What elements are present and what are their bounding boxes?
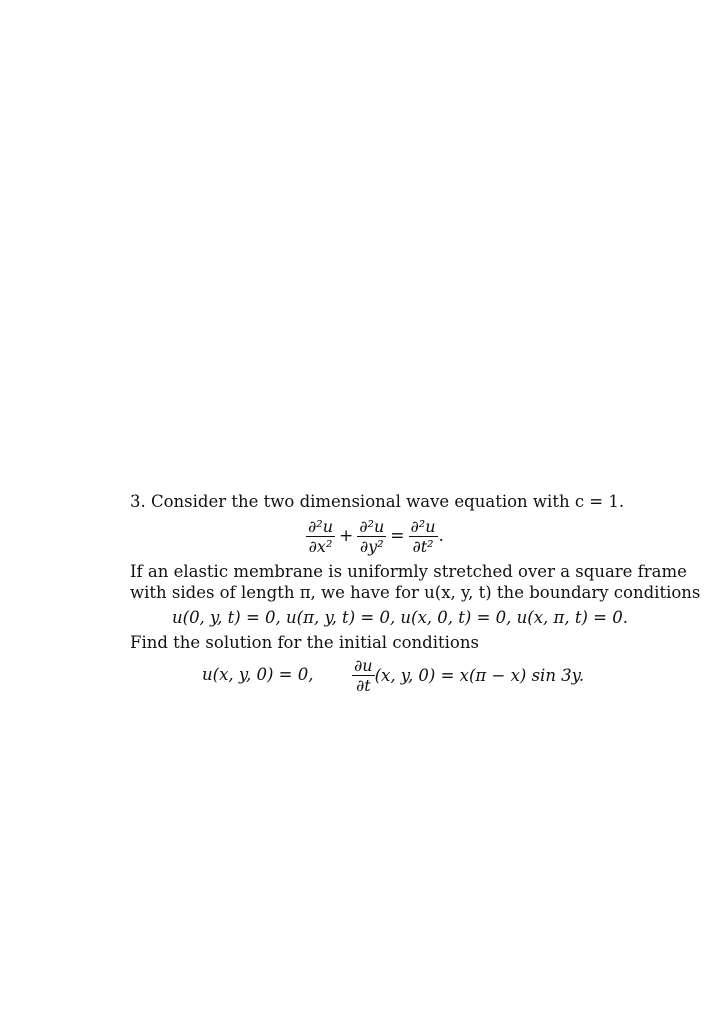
fraction-du-dt xyxy=(352,656,375,695)
fraction-d2u-dx2 xyxy=(306,517,335,556)
fraction-numerator: ∂²u xyxy=(308,516,333,536)
fraction-denominator: ∂t² xyxy=(412,536,434,556)
fraction-denominator: ∂x² xyxy=(308,536,333,556)
paragraph-line-1: If an elastic membrane is uniformly stretched over a square frame xyxy=(130,562,687,581)
fraction-denominator: ∂y² xyxy=(359,536,384,556)
fraction-d2u-dt2 xyxy=(409,517,438,556)
equals-sign: = xyxy=(390,526,405,546)
fraction-numerator: ∂²u xyxy=(410,516,436,536)
fraction-numerator: ∂²u xyxy=(359,516,385,536)
boundary-conditions: u(0, y, t) = 0, u(π, y, t) = 0, u(x, 0, t) = 0, u(x, π, t) = 0. xyxy=(172,608,628,627)
initial-condition-ut xyxy=(352,653,584,697)
equation-period: . xyxy=(438,526,444,546)
fraction-numerator: ∂u xyxy=(354,655,373,675)
fraction-d2u-dy2 xyxy=(357,517,386,556)
initial-condition-rhs: (x, y, 0) = x(π − x) sin 3y. xyxy=(374,665,585,685)
plus-sign: + xyxy=(339,526,354,546)
problem-intro: 3. Consider the two dimensional wave equation with c = 1. xyxy=(130,492,625,511)
paragraph-line-2: with sides of length π, we have for u(x, y, t) the boundary conditions xyxy=(130,583,701,602)
fraction-denominator: ∂t xyxy=(355,675,371,695)
initial-condition-u: u(x, y, 0) = 0, xyxy=(202,665,314,684)
find-line: Find the solution for the initial conditions xyxy=(130,633,479,652)
wave-equation xyxy=(306,514,444,558)
